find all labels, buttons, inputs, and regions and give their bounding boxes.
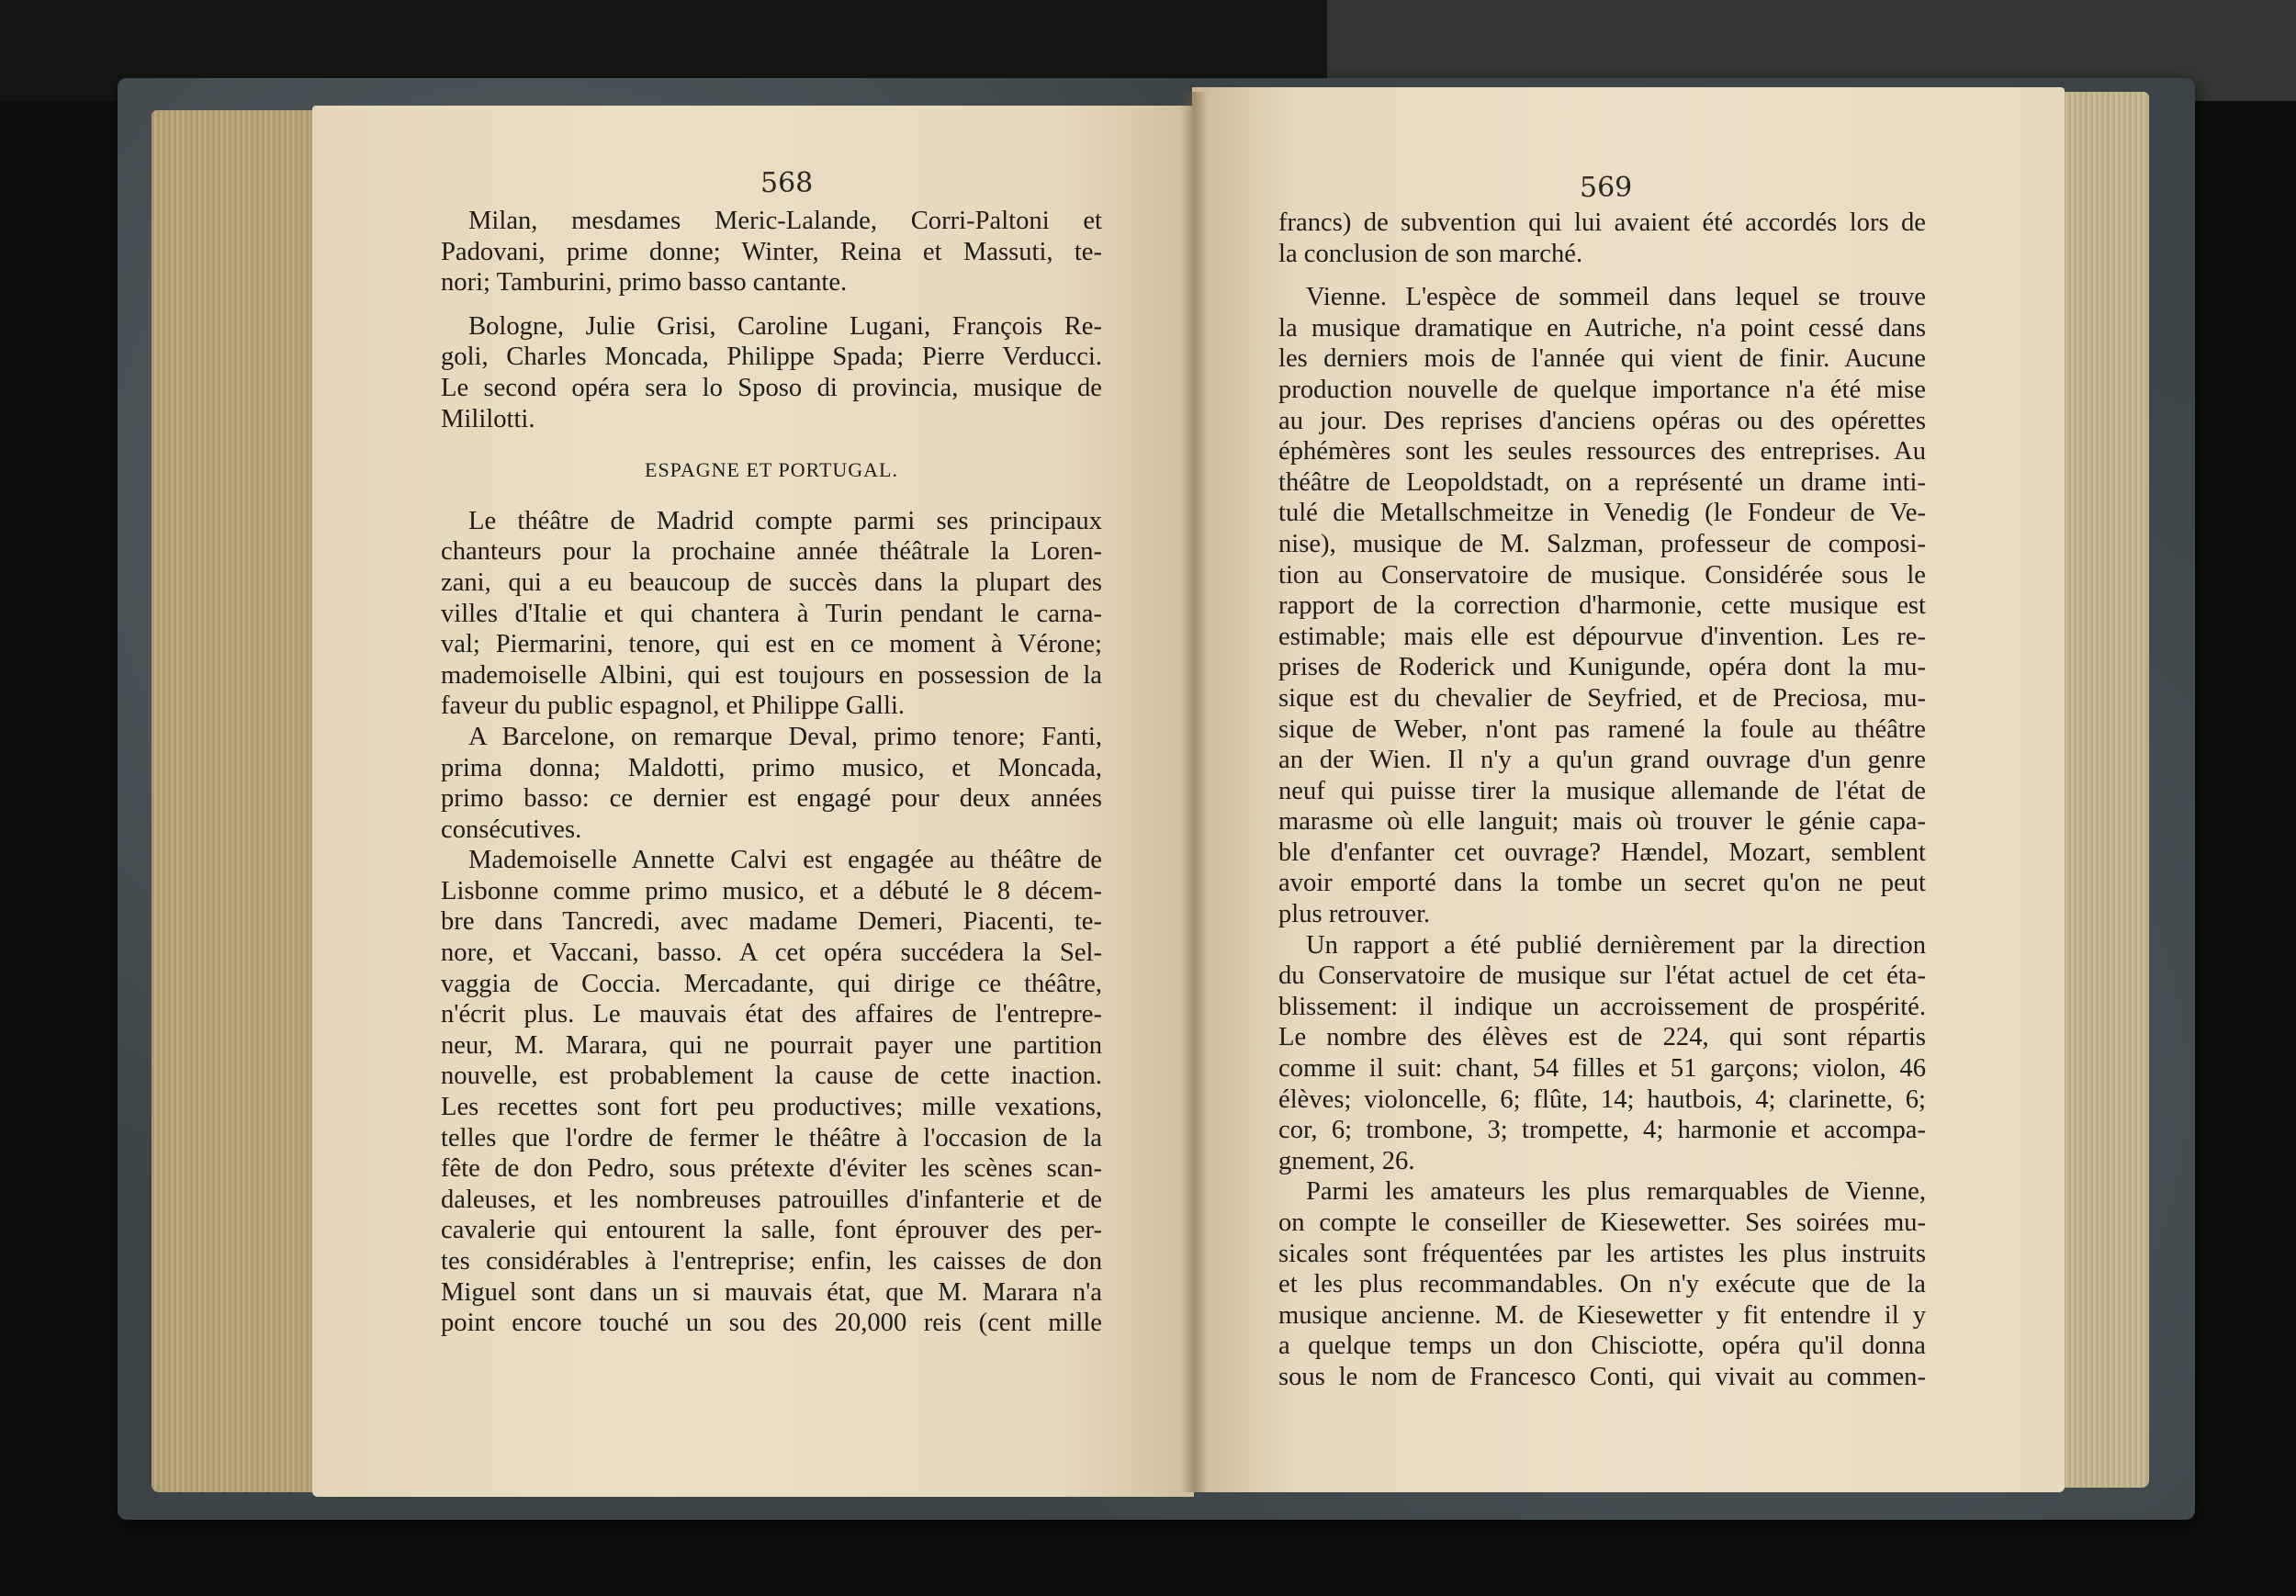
text-line: Mililotti.	[441, 404, 535, 433]
text-line: éphémères sont les seules ressources des entreprises. Au	[1278, 437, 1926, 466]
paragraph-gap	[441, 298, 1102, 311]
text-line: vaggia de Coccia. Mercadante, qui dirige ce théâtre,	[441, 969, 1102, 998]
text-line: Padovani, prime donne; Winter, Reina et Massuti, te-	[441, 237, 1102, 266]
text-line: Milan, mesdames Meric-Lalande, Corri-Paltoni et	[468, 207, 1102, 235]
text-line: prima donna; Maldotti, primo musico, et Moncada,	[441, 753, 1102, 782]
text-line: sique est du chevalier de Seyfried, et de Preciosa, mu-	[1278, 683, 1926, 713]
paragraph-gap	[441, 434, 1102, 455]
text-line: val; Piermarini, tenore, qui est en ce moment à Vérone;	[441, 630, 1102, 659]
text-line: au jour. Des reprises d'anciens opéras ou des opérettes	[1278, 406, 1926, 435]
book-gutter	[1180, 92, 1208, 1492]
right-page-number: 569	[1580, 172, 1633, 204]
text-line: Le second opéra sera lo Sposo di provincia, musique de	[441, 373, 1102, 402]
text-line: Vienne. L'espèce de sommeil dans lequel se trouve	[1306, 283, 1926, 312]
text-line: nore, et Vaccani, basso. A cet opéra succédera la Sel-	[441, 938, 1102, 968]
text-line: A Barcelone, on remarque Deval, primo tenore; Fanti,	[468, 722, 1102, 751]
left-page-text	[441, 206, 1102, 1339]
text-line: neur, M. Marara, qui ne pourrait payer une partition	[441, 1030, 1102, 1060]
text-line: rapport de la correction d'harmonie, cette musique est	[1278, 591, 1926, 621]
text-line: point encore touché un sou des 20,000 reis (cent mille	[441, 1309, 1102, 1338]
text-line: telles que l'ordre de fermer le théâtre à l'occasion de la	[441, 1123, 1102, 1152]
text-line: villes d'Italie et qui chantera à Turin pendant le carna-	[441, 599, 1102, 628]
text-line: avoir emporté dans la tombe un secret qu'on ne peut	[1278, 869, 1926, 898]
text-line: zani, qui a eu beaucoup de succès dans la plupart des	[441, 568, 1102, 597]
text-line: a quelque temps un don Chisciotte, opéra qu'il donna	[1278, 1332, 1926, 1361]
text-line: Les recettes sont fort peu productives; mille vexations,	[441, 1093, 1102, 1122]
section-heading: ESPAGNE ET PORTUGAL.	[645, 458, 898, 482]
text-line: prises de Roderick und Kunigunde, opéra dont la mu-	[1278, 653, 1926, 682]
text-line: Mademoiselle Annette Calvi est engagée au théâtre de	[468, 846, 1102, 875]
text-line: primo basso: ce dernier est engagé pour deux années	[441, 784, 1102, 814]
text-line: blissement: il indique un accroissement de prospérité.	[1278, 992, 1926, 1021]
text-line: tulé die Metallschmeitze in Venedig (le Fondeur de Ve-	[1278, 499, 1926, 528]
text-line: neuf qui puisse tirer la musique allemande de l'état de	[1278, 776, 1926, 805]
text-line: marasme où elle languit; mais où trouver le génie capa-	[1278, 807, 1926, 837]
text-line: Un rapport a été publié dernièrement par la direction	[1306, 930, 1926, 960]
paragraph-gap	[441, 486, 1102, 506]
text-line: production nouvelle de quelque importance n'a été mise	[1278, 375, 1926, 404]
text-line: plus retrouver.	[1278, 900, 1431, 929]
text-line: du Conservatoire de musique sur l'état actuel de cet éta-	[1278, 961, 1926, 991]
text-line: fête de don Pedro, sous prétexte d'éviter les scènes scan-	[441, 1154, 1102, 1184]
text-line: et les plus recommandables. On n'y exécute que de la	[1278, 1270, 1926, 1299]
text-line: sous le nom de Francesco Conti, qui vivait au commen-	[1278, 1362, 1926, 1391]
left-page-number: 568	[760, 167, 814, 199]
right-page-text	[1278, 208, 1926, 1393]
text-line: an der Wien. Il n'y a qu'un grand ouvrage d'un genre	[1278, 746, 1926, 775]
paragraph-gap	[1278, 269, 1926, 282]
text-line: Le théâtre de Madrid compte parmi ses principaux	[468, 506, 1102, 535]
text-line: ble d'enfanter cet ouvrage? Hændel, Mozart, semblent	[1278, 837, 1926, 867]
text-line: théâtre de Leopoldstadt, on a représenté un drame inti-	[1278, 467, 1926, 497]
page-edges-left	[152, 110, 335, 1492]
text-line: Le nombre des élèves est de 224, qui sont répartis	[1278, 1023, 1926, 1052]
text-line: cavalerie qui entourent la salle, font éprouver des per-	[441, 1216, 1102, 1245]
text-line: élèves; violoncelle, 6; flûte, 14; hautbois, 4; clarinette, 6;	[1278, 1085, 1926, 1114]
text-line: faveur du public espagnol, et Philippe Galli.	[441, 691, 906, 721]
text-line: sicales sont fréquentées par les artistes les plus instruits	[1278, 1239, 1926, 1268]
text-line: nori; Tamburini, primo basso cantante.	[441, 268, 848, 298]
text-line: estimable; mais elle est dépourvue d'invention. Les re-	[1278, 622, 1926, 651]
text-line: Miguel sont dans un si mauvais état, que M. Marara n'a	[441, 1277, 1102, 1307]
text-line: consécutives.	[441, 815, 582, 844]
text-line: cor, 6; trombone, 3; trompette, 4; harmonie et accompa-	[1278, 1116, 1926, 1145]
text-line: nouvelle, est probablement la cause de cette inaction.	[441, 1062, 1102, 1091]
text-line: daleuses, et les nombreuses patrouilles d'infanterie et de	[441, 1185, 1102, 1214]
text-line: la musique dramatique en Autriche, n'a point cessé dans	[1278, 313, 1926, 343]
text-line: tes considérables à l'entreprise; enfin, les caisses de don	[441, 1247, 1102, 1276]
text-line: on compte le conseiller de Kiesewetter. Ses soirées mu-	[1278, 1208, 1926, 1237]
text-line: goli, Charles Moncada, Philippe Spada; Pierre Verducci.	[441, 343, 1102, 372]
text-line: comme il suit: chant, 54 filles et 51 garçons; violon, 46	[1278, 1054, 1926, 1084]
text-line: mademoiselle Albini, qui est toujours en possession de la	[441, 660, 1102, 690]
text-line: sique de Weber, n'ont pas ramené la foule au théâtre	[1278, 714, 1926, 744]
text-line: nise), musique de M. Salzman, professeur de composi-	[1278, 529, 1926, 558]
text-line: la conclusion de son marché.	[1278, 239, 1583, 268]
page-edges-right	[2057, 92, 2149, 1488]
text-line: chanteurs pour la prochaine année théâtrale la Loren-	[441, 537, 1102, 567]
text-line: Lisbonne comme primo musico, et a débuté le 8 décem-	[441, 876, 1102, 905]
text-line: tion au Conservatoire de musique. Considérée sous le	[1278, 560, 1926, 590]
text-line: n'écrit plus. Le mauvais état des affaires de l'entrepre-	[441, 1000, 1102, 1029]
text-line: Parmi les amateurs les plus remarquables de Vienne,	[1306, 1177, 1926, 1207]
text-line: musique ancienne. M. de Kiesewetter y fit entendre il y	[1278, 1300, 1926, 1330]
text-line: les derniers mois de l'année qui vient de finir. Aucune	[1278, 344, 1926, 374]
text-line: francs) de subvention qui lui avaient été accordés lors de	[1278, 208, 1926, 237]
text-line: bre dans Tancredi, avec madame Demeri, Piacenti, te-	[441, 907, 1102, 937]
text-line: gnement, 26.	[1278, 1146, 1415, 1175]
text-line: Bologne, Julie Grisi, Caroline Lugani, François Re-	[468, 311, 1102, 341]
